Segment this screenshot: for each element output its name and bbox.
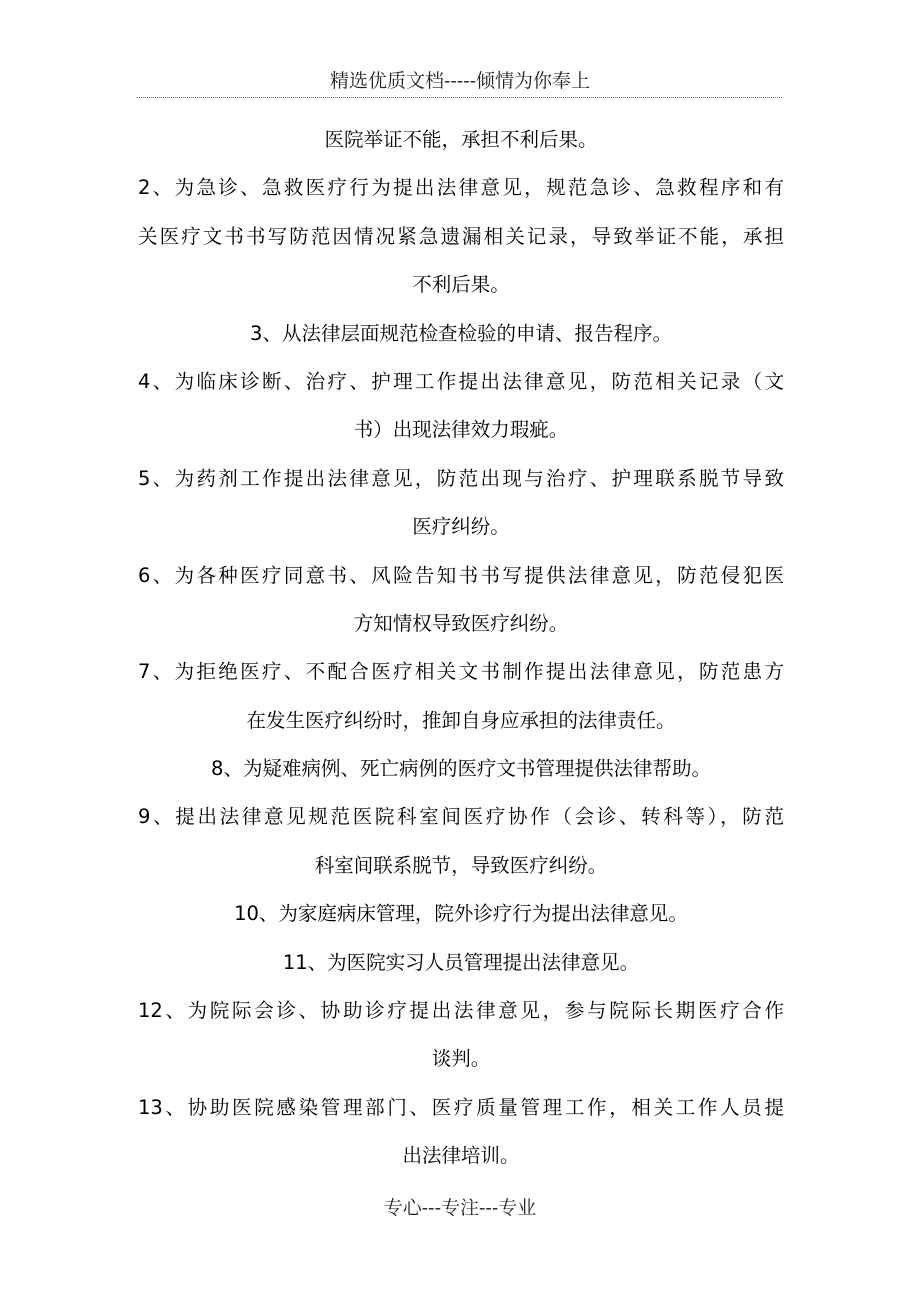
- text-line: 4、为临床诊断、治疗、护理工作提出法律意见，防范相关记录（文: [138, 369, 784, 393]
- text-line: 书）出现法律效力瑕疵。: [353, 418, 569, 442]
- header-divider: [137, 97, 782, 98]
- text-line: 不利后果。: [412, 273, 510, 297]
- text-line: 2、为急诊、急救医疗行为提出法律意见，规范急诊、急救程序和有: [138, 176, 784, 200]
- text-line: 医疗纠纷。: [412, 515, 510, 539]
- text-line: 9、提出法律意见规范医院科室间医疗协作（会诊、转科等），防范: [138, 805, 784, 829]
- text-line: 11、为医院实习人员管理提出法律意见。: [282, 950, 640, 974]
- text-line: 出法律培训。: [402, 1144, 520, 1168]
- text-line: 13、协助医院感染管理部门、医疗质量管理工作，相关工作人员提: [138, 1095, 784, 1119]
- text-line: 10、为家庭病床管理，院外诊疗行为提出法律意见。: [234, 902, 688, 926]
- text-line: 3、从法律层面规范检查检验的申请、报告程序。: [250, 321, 672, 345]
- text-line: 科室间联系脱节，导致医疗纠纷。: [314, 853, 608, 877]
- text-line: 医院举证不能，承担不利后果。: [324, 128, 598, 151]
- text-line: 谈判。: [431, 1047, 491, 1071]
- text-line: 5、为药剂工作提出法律意见，防范出现与治疗、护理联系脱节导致: [138, 466, 784, 490]
- text-line: 12、为院际会诊、协助诊疗提出法律意见，参与院际长期医疗合作: [138, 999, 784, 1023]
- page-footer: 专心---专注---专业: [383, 1197, 537, 1219]
- text-line: 关医疗文书书写防范因情况紧急遗漏相关记录，导致举证不能，承担: [138, 224, 784, 248]
- text-line: 在发生医疗纠纷时，推卸自身应承担的法律责任。: [246, 708, 676, 732]
- document-body: [138, 116, 784, 1181]
- text-line: 6、为各种医疗同意书、风险告知书书写提供法律意见，防范侵犯医: [138, 563, 784, 587]
- page-header: 精选优质文档-----倾情为你奉上: [329, 70, 591, 92]
- text-line: 7、为拒绝医疗、不配合医疗相关文书制作提出法律意见，防范患方: [138, 660, 784, 684]
- text-line: 方知情权导致医疗纠纷。: [353, 611, 569, 635]
- text-line: 8、为疑难病例、死亡病例的医疗文书管理提供法律帮助。: [211, 757, 711, 781]
